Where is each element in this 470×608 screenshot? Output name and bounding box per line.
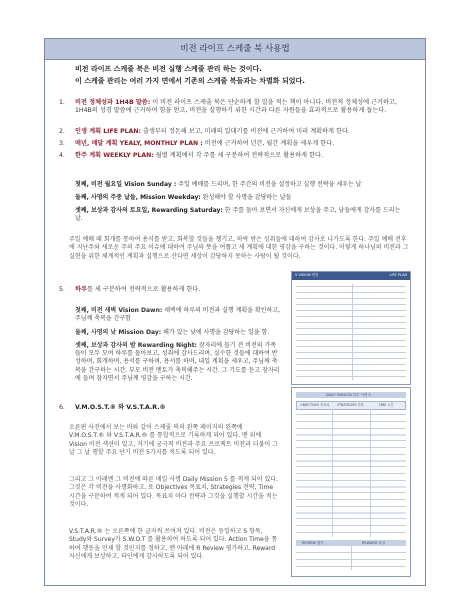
grid-line — [296, 492, 406, 493]
grid-line — [296, 454, 406, 455]
grid-line — [296, 447, 406, 448]
grid-line — [296, 499, 406, 500]
intro-line-2: 이 스케줄 관리는 여러 가지 면에서 기존의 스케줄 북들과는 차별화 되었다. — [75, 77, 305, 85]
column-header-time: TIME 시간 — [378, 403, 394, 407]
grid-line — [296, 292, 406, 293]
thumbnail-title-band — [296, 392, 406, 398]
grid-line — [296, 334, 406, 335]
manual-page — [44, 38, 426, 586]
grid-line — [296, 286, 406, 287]
paragraph-vmost: 오른편 사진에서 보는 바와 같이 스케줄 북의 왼쪽 페이지의 왼쪽에 V.M.O.S.T.® 와 V.S.T.A.R.® 를 통합적으로 기록하게 되어 있다. 맨 위에 Vision 비전 섹션이 있고, 거기에 궁극적 비전과 주요 프로젝트 비전과 더불어 그날 그 날 행할 주요 단기 비전 5가지를 적도록 되어 있다. — [69, 424, 278, 456]
item-text: 출생부터 정돈해 보고, 미래의 일대기를 비전에 근거하여 미리 계획하게 한다. — [141, 128, 350, 135]
section-band — [296, 512, 406, 514]
column-divider — [370, 409, 371, 537]
thumbnail-title: V VISION 비전 — [295, 273, 319, 277]
grid-line — [296, 322, 406, 323]
grid-line — [296, 421, 406, 422]
grid-line — [296, 532, 406, 533]
item-title: 한주 계획 WEEKLY PLAN: — [75, 152, 154, 159]
item-text: 비전에 근거하여 년간, 월간 계획을 세우게 한다. — [202, 140, 335, 147]
day-label: 둘째, 사명의 낮 Mission Day: — [75, 329, 162, 336]
review-label: REVIEW 평가 — [302, 541, 324, 545]
item-text: 이 비전 라이프 스케줄 북은 단순하게 할 일을 적는 책이 아니다. 비전적 정체성에 근거하고, 1H4B의 성경 말씀에 근거하여 힘을 얻고, 비전을 실행하기 위한 시간과 다른 자원들을 효과적으로 활용하게 돕는다. — [75, 99, 397, 115]
grid-line — [296, 328, 406, 329]
day-label: 셋째, 보상과 감사의 밤 Rewarding Night: — [75, 342, 197, 349]
grid-line — [296, 428, 406, 429]
section-band — [296, 434, 406, 436]
grid-line — [296, 473, 406, 474]
grid-line — [296, 352, 406, 353]
day-rewarding-night — [75, 342, 280, 383]
column-header-objectives: OBJECTIVES 목표치 — [300, 403, 330, 407]
thumbnail-brand: LIFE PLAN — [389, 273, 407, 277]
section-band — [296, 486, 406, 488]
item-yearly-plan — [75, 140, 405, 148]
day-text: 잠자리에 들기 전 비전의 가족들이 모두 모여 하루를 돌아보고, 성취에 감사드리며, 실수한 것들에 대하여 반성하며, 회개하며, 용서를 구하며, 용서를 하며, 내일 계획을 세우고, 주님께 축복을 간구하는 시간. 부모 비전 멘토가 축복해주는 시간. 그 기도를 듣고 잠자리에 들며 잠자면서 주님께 영감을 구하는 시간. — [75, 342, 280, 382]
thumbnail-column-headers — [296, 401, 406, 410]
item-weekly-plan — [75, 152, 405, 160]
item-number: 3. — [59, 140, 65, 147]
day-mission-day — [75, 329, 280, 337]
grid-line — [296, 358, 406, 359]
thumbnail-header-bar — [292, 272, 410, 280]
item-title: 하루 — [75, 286, 87, 293]
item-number: 5. — [59, 286, 65, 293]
grid-line — [296, 340, 406, 341]
section-band — [296, 460, 406, 462]
item-vmost-vstar — [75, 404, 285, 412]
day-text: 새벽에 하루의 비전과 실행 계획을 확인하고, 주님께 축복을 간구함 — [75, 307, 280, 323]
grid-line — [296, 310, 406, 311]
item-text: 월별 계획에서 각 주를 세 구분하여 전략적으로 활용하게 한다. — [153, 152, 323, 159]
thumbnail-title: DAILY MISSION 하루 사명 5 — [326, 393, 371, 397]
week-mission-weekday — [75, 194, 405, 202]
paragraph-daily-mission: 그리고 그 아래엔 그 비전에 따른 매일 사명 Daily Mission 5 를 적게 되어 있다. 그것은 각 비전을 사명화하고, 또 Objectives 목표치, Strategies 전략, Time 시간을 구분하여 적게 되어 있다. 목표치 마다 전략과 그것을 실행할 시간을 적는 것이다. — [69, 476, 278, 508]
item-title: 비전 정체성과 1H4B 말씀: — [75, 99, 151, 106]
item-life-plan — [75, 128, 405, 136]
week-label: 셋째, 보상과 감사의 토요일, Rewarding Saturday: — [75, 207, 223, 214]
grid-line — [296, 506, 406, 507]
item-title: 인생 계획 LIFE PLAN: — [75, 128, 141, 135]
planner-vision-thumbnail — [291, 271, 411, 385]
day-label: 첫째, 비전 새벽 Vision Dawn: — [75, 307, 163, 314]
column-divider — [351, 540, 352, 570]
grid-line — [296, 414, 406, 415]
column-divider — [352, 284, 353, 380]
grid-line — [296, 304, 406, 305]
grid-line — [296, 518, 406, 519]
week-text: 주일 예배를 드리며, 한 주간의 비전을 설정하고 실행 전략을 세우는 날 — [176, 181, 362, 188]
column-divider — [332, 409, 333, 537]
grid-line — [296, 316, 406, 317]
week-text: 완성해야 할 사명을 감당하는 날들 — [200, 194, 292, 201]
grid-line — [296, 525, 406, 526]
grid-line — [296, 346, 406, 347]
item-identity — [75, 99, 405, 116]
item-day-plan — [75, 286, 285, 294]
item-title: 매년, 매달 계획 YEALY, MONTHLY PLAN : — [75, 140, 203, 147]
week-label: 둘째, 사명의 주중 날들, Mission Weekday: — [75, 194, 201, 201]
item-text: 를 세 구분하여 전략적으로 활용하게 한다. — [86, 286, 201, 293]
grid-line — [296, 466, 406, 467]
week-label: 첫째, 비전 월요일 Vision Sunday : — [75, 181, 177, 188]
item-number: 2. — [59, 128, 65, 135]
item-number: 6. — [59, 404, 65, 411]
item-title: V.M.O.S.T.® 와 V.S.T.A.R.® — [75, 404, 166, 411]
week-vision-sunday — [75, 181, 405, 189]
paragraph-sunday-worship: 주일 예배 때 회개를 통하여 용서를 받고, 회복할 것들을 챙기고, 하락 받은 성취들에 대하여 감사로 나가도록 한다. 주일 예배 전후에 지난주와 새로운 주의 주요 이슈에 대하여 주님의 뜻을 여쭙고 새 계획에 대한 영감을 구하는 것이다. 이렇게 하나님의 비전과 그 실현을 위한 체계적인 계획과 실행으로 산다면 세상이 감당하지 못하는 사람이 될 것이다. — [69, 236, 409, 260]
paragraph-vstar: V.S.T.A.R.® 는 오른쪽에 한 글자씩 쓰여져 있다. 비전은 동일하고 S 항목, Study와 Survey가 S.W.O.T 를 활용하여 하도록 되어 있다. Action Time을 통하여 행동을 언제 할 것인지를 정하고, 맨 아래에 R Review 평가하고, Reward 자신에게 보상하고, 타인에게 감사하도록 되어 있다. — [69, 528, 278, 560]
day-text: 해가 있는 낮에 사명을 감당하는 일을 함. — [161, 329, 270, 336]
planner-daily-mission-thumbnail — [291, 387, 411, 577]
item-number: 4. — [59, 152, 65, 159]
week-text: 한 주를 돌아 보면서 자신에게 보상을 주고, 남들에게 감사를 드리는 날. — [75, 207, 401, 223]
page-title: 비전 라이프 스케줄 북 사용법 — [45, 39, 425, 60]
grid-line — [296, 298, 406, 299]
grid-line — [296, 440, 406, 441]
intro-line-1: 비전 라이프 스케줄 북은 비전 실행 스케줄 관리 하는 것이다. — [75, 65, 262, 73]
column-header-strategies: STRATEGIES 전략 — [337, 403, 364, 407]
reward-label: REWARD 보상 — [362, 541, 386, 545]
grid-line — [296, 376, 406, 377]
grid-line — [296, 364, 406, 365]
grid-line — [296, 370, 406, 371]
item-number: 1. — [59, 99, 65, 106]
week-rewarding-saturday — [75, 207, 405, 223]
day-vision-dawn — [75, 307, 280, 323]
grid-line — [296, 480, 406, 481]
